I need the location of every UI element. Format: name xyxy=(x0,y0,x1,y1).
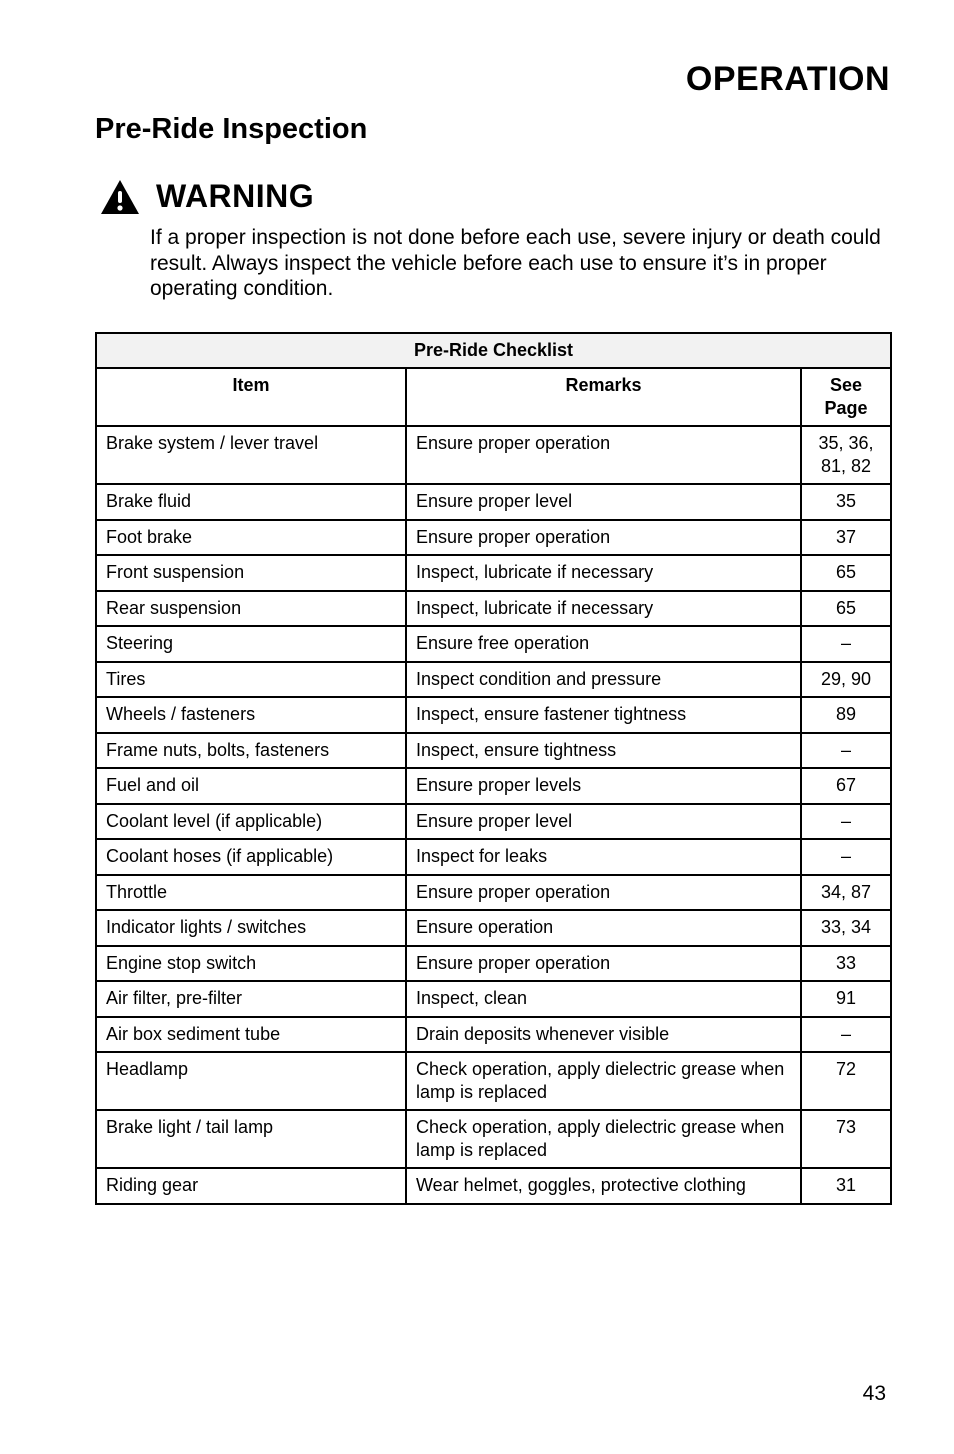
cell-item: Fuel and oil xyxy=(96,768,406,804)
cell-remarks: Ensure proper level xyxy=(406,804,801,840)
cell-item: Brake fluid xyxy=(96,484,406,520)
table-row xyxy=(96,768,891,804)
cell-remarks: Inspect condition and pressure xyxy=(406,662,801,698)
cell-item: Throttle xyxy=(96,875,406,911)
section-title: Pre-Ride Inspection xyxy=(95,113,368,145)
cell-item: Wheels / fasteners xyxy=(96,697,406,733)
table-row xyxy=(96,733,891,769)
cell-page: – xyxy=(801,804,891,840)
cell-page: 33, 34 xyxy=(801,910,891,946)
table-row xyxy=(96,426,891,484)
cell-page: 73 xyxy=(801,1110,891,1168)
column-header-remarks: Remarks xyxy=(406,368,801,426)
cell-remarks: Ensure proper operation xyxy=(406,426,801,484)
cell-page: 37 xyxy=(801,520,891,556)
table-row xyxy=(96,662,891,698)
cell-item: Foot brake xyxy=(96,520,406,556)
pre-ride-checklist-table xyxy=(95,332,892,1205)
cell-page: 89 xyxy=(801,697,891,733)
table-row xyxy=(96,1017,891,1053)
cell-page: 34, 87 xyxy=(801,875,891,911)
cell-page: – xyxy=(801,733,891,769)
table-row xyxy=(96,1052,891,1110)
table-row xyxy=(96,591,891,627)
cell-page: 35, 36, 81, 82 xyxy=(801,426,891,484)
cell-page: 67 xyxy=(801,768,891,804)
cell-remarks: Inspect, lubricate if necessary xyxy=(406,555,801,591)
cell-page: – xyxy=(801,626,891,662)
cell-item: Brake light / tail lamp xyxy=(96,1110,406,1168)
cell-item: Coolant level (if applicable) xyxy=(96,804,406,840)
table-row xyxy=(96,946,891,982)
document-header: OPERATION xyxy=(685,60,890,98)
table-row xyxy=(96,875,891,911)
cell-page: 72 xyxy=(801,1052,891,1110)
cell-item: Air filter, pre-filter xyxy=(96,981,406,1017)
cell-page: 65 xyxy=(801,555,891,591)
table-row xyxy=(96,626,891,662)
cell-remarks: Ensure proper operation xyxy=(406,875,801,911)
warning-body-text: If a proper inspection is not done before each use, severe injury or death could result. Always inspect the vehicle before each use to ensure it’s in proper operating condition. xyxy=(150,226,881,301)
cell-remarks: Check operation, apply dielectric grease when lamp is replaced xyxy=(406,1110,801,1168)
cell-remarks: Ensure free operation xyxy=(406,626,801,662)
table-row xyxy=(96,1110,891,1168)
cell-remarks: Drain deposits whenever visible xyxy=(406,1017,801,1053)
cell-remarks: Inspect, clean xyxy=(406,981,801,1017)
cell-item: Frame nuts, bolts, fasteners xyxy=(96,733,406,769)
table-row xyxy=(96,910,891,946)
table-row xyxy=(96,839,891,875)
table-row xyxy=(96,804,891,840)
cell-remarks: Ensure proper operation xyxy=(406,520,801,556)
cell-remarks: Inspect, ensure fastener tightness xyxy=(406,697,801,733)
warning-header xyxy=(100,178,890,215)
table-row xyxy=(96,484,891,520)
cell-item: Engine stop switch xyxy=(96,946,406,982)
table-row xyxy=(96,520,891,556)
cell-remarks: Inspect, lubricate if necessary xyxy=(406,591,801,627)
cell-item: Riding gear xyxy=(96,1168,406,1204)
cell-item: Air box sediment tube xyxy=(96,1017,406,1053)
warning-title: WARNING xyxy=(156,178,315,214)
table-title: Pre-Ride Checklist xyxy=(96,333,891,369)
cell-remarks: Inspect, ensure tightness xyxy=(406,733,801,769)
cell-remarks: Ensure proper levels xyxy=(406,768,801,804)
cell-remarks: Ensure operation xyxy=(406,910,801,946)
cell-remarks: Check operation, apply dielectric grease when lamp is replaced xyxy=(406,1052,801,1110)
cell-item: Indicator lights / switches xyxy=(96,910,406,946)
cell-page: 65 xyxy=(801,591,891,627)
cell-remarks: Ensure proper operation xyxy=(406,946,801,982)
cell-page: 31 xyxy=(801,1168,891,1204)
cell-page: – xyxy=(801,1017,891,1053)
cell-item: Rear suspension xyxy=(96,591,406,627)
cell-remarks: Inspect for leaks xyxy=(406,839,801,875)
table-header-row xyxy=(96,368,891,426)
cell-item: Tires xyxy=(96,662,406,698)
cell-item: Headlamp xyxy=(96,1052,406,1110)
column-header-see-page: See Page xyxy=(801,368,891,426)
warning-triangle-icon xyxy=(100,179,140,215)
table-row xyxy=(96,555,891,591)
cell-remarks: Wear helmet, goggles, protective clothing xyxy=(406,1168,801,1204)
cell-page: – xyxy=(801,839,891,875)
column-header-item: Item xyxy=(96,368,406,426)
cell-page: 33 xyxy=(801,946,891,982)
cell-item: Front suspension xyxy=(96,555,406,591)
table-row xyxy=(96,981,891,1017)
table-row xyxy=(96,697,891,733)
cell-item: Steering xyxy=(96,626,406,662)
cell-item: Coolant hoses (if applicable) xyxy=(96,839,406,875)
manual-page xyxy=(95,0,890,1205)
cell-page: 29, 90 xyxy=(801,662,891,698)
cell-page: 35 xyxy=(801,484,891,520)
checklist-body xyxy=(96,426,891,1204)
cell-page: 91 xyxy=(801,981,891,1017)
cell-item: Brake system / lever travel xyxy=(96,426,406,484)
page-number: 43 xyxy=(862,1382,886,1405)
table-title-row xyxy=(96,333,891,369)
cell-remarks: Ensure proper level xyxy=(406,484,801,520)
table-row xyxy=(96,1168,891,1204)
